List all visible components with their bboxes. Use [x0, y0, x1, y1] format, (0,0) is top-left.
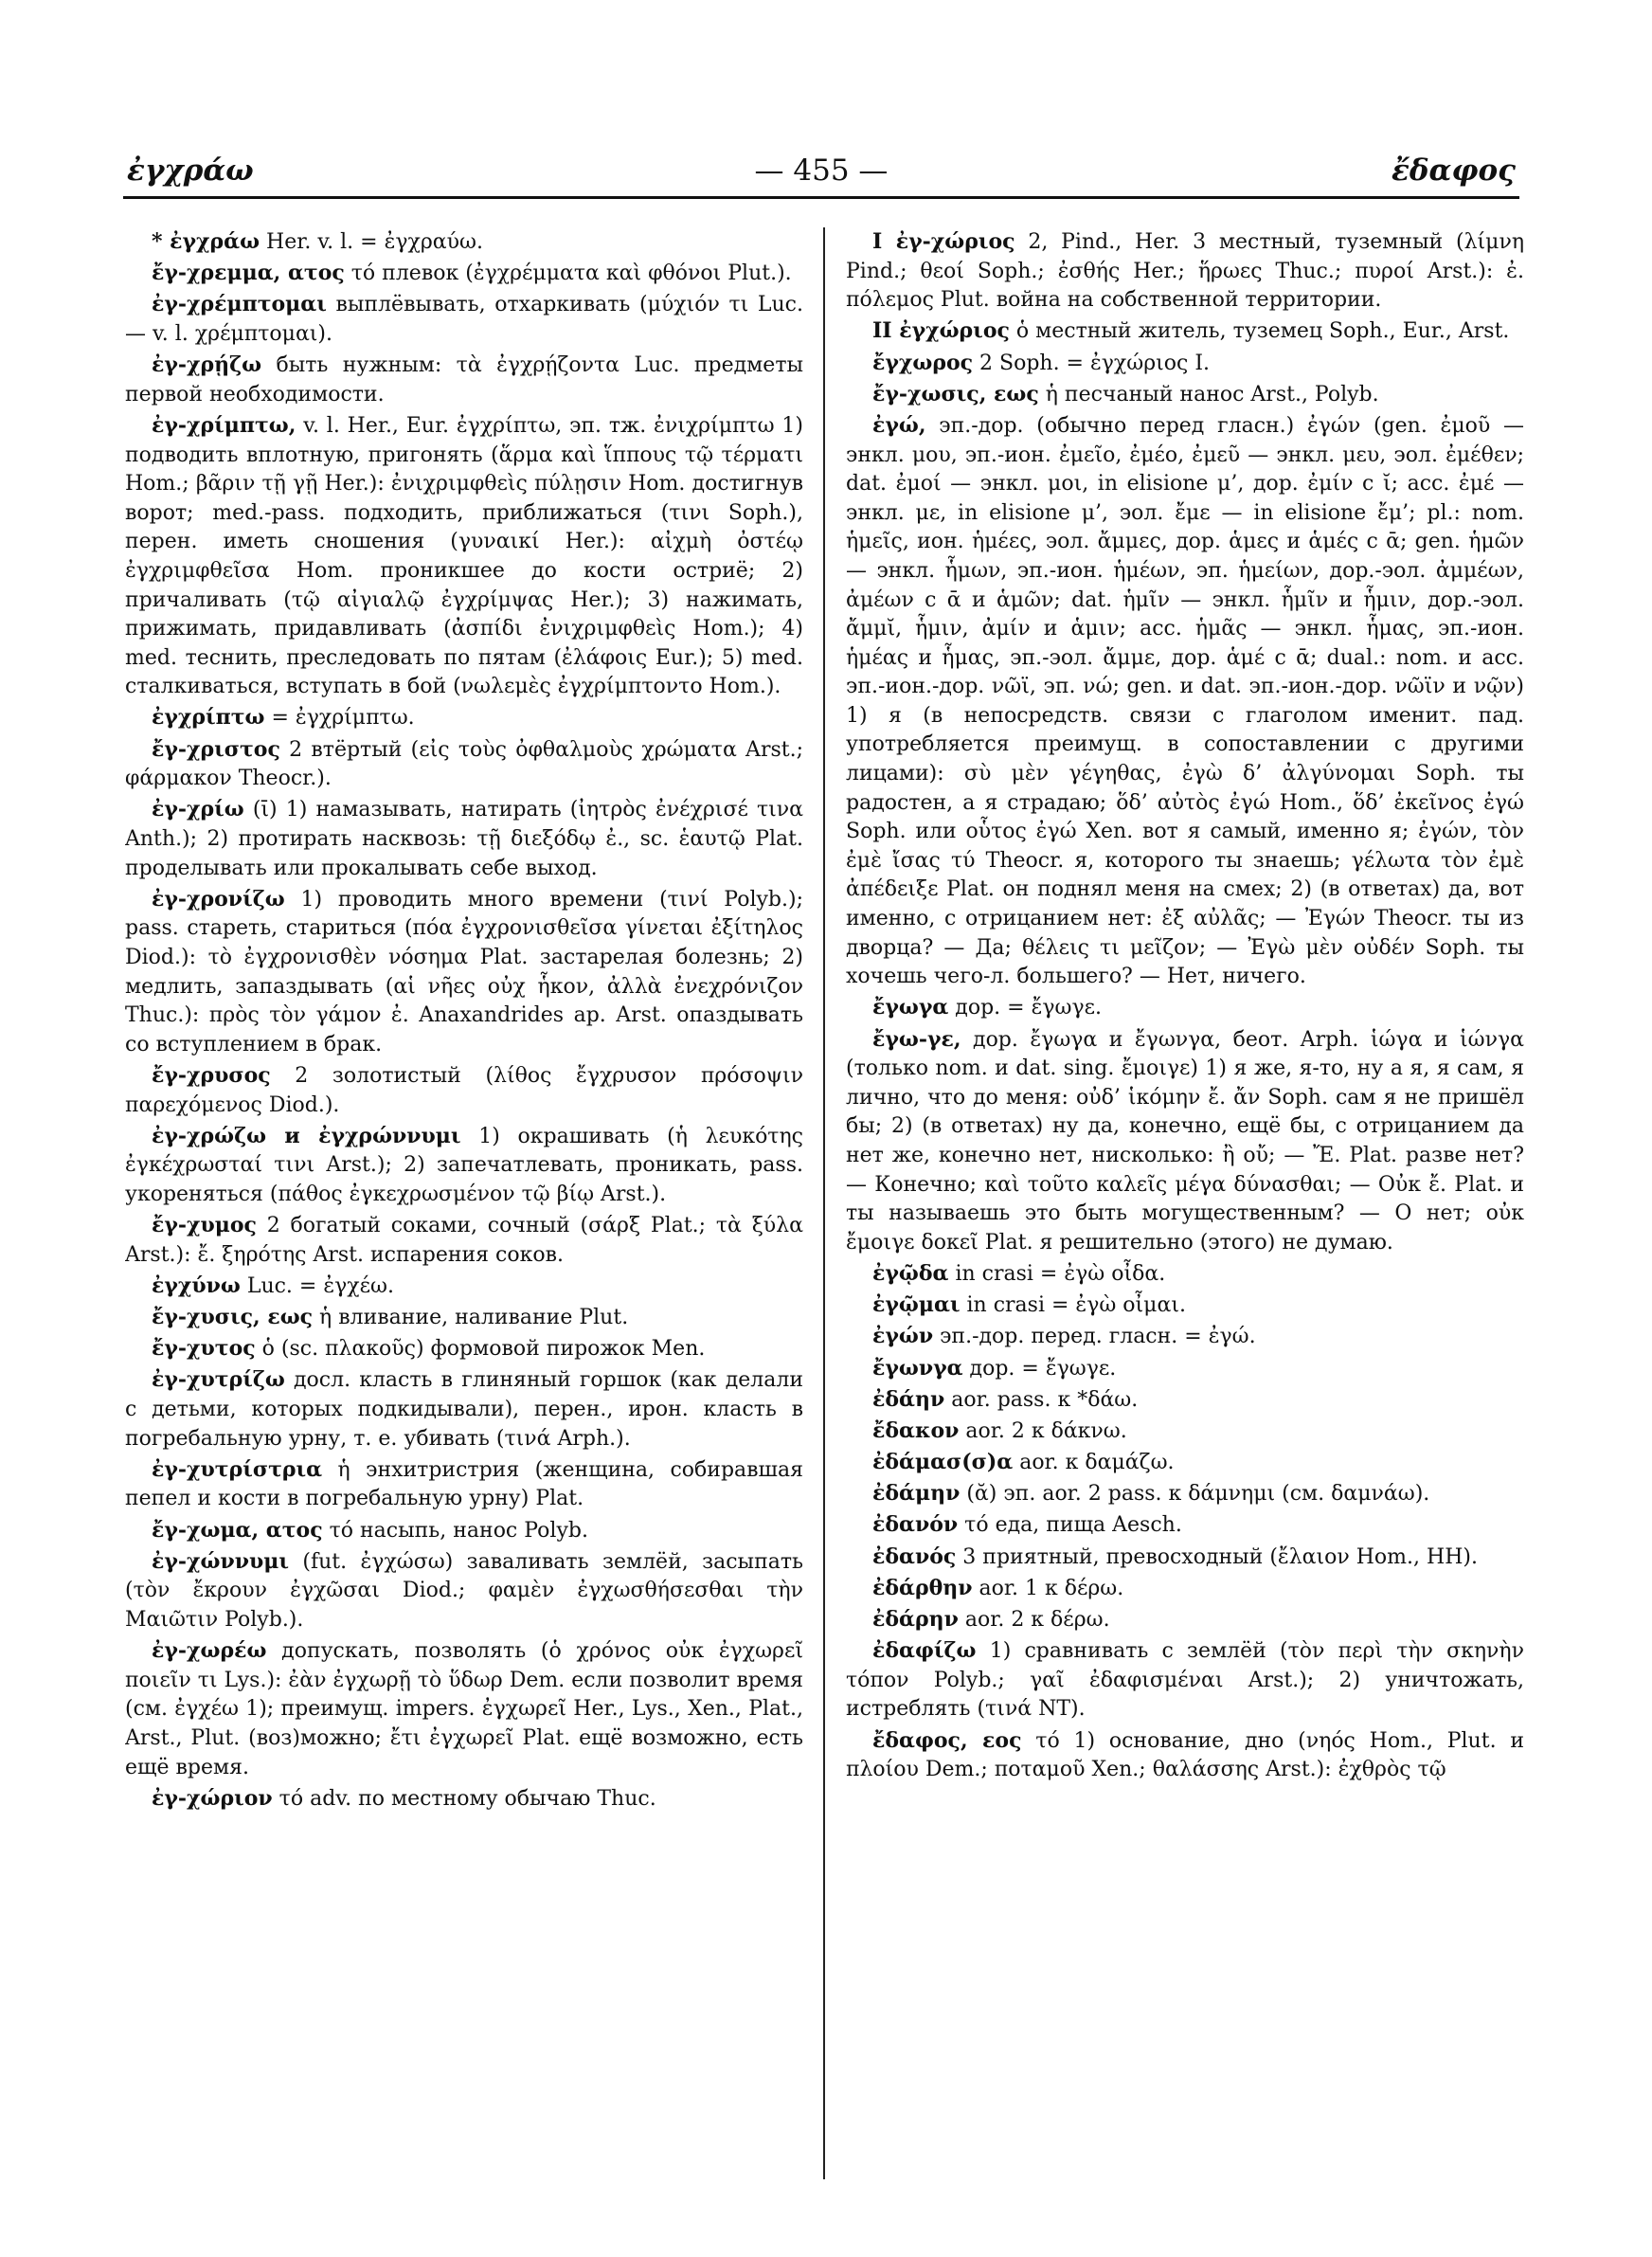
entry-definition: допускать, позволять (ὁ χρόνος οὐκ ἐγχωρεῖ ποιεῖν τι Lys.): ἐὰν ἐγχωρῇ τὸ ὕδωρ Dem. если позволит время (см. ἐγχέω 1); преимущ. impers. ἐγχωρεῖ Her., Lys., Xen., Plat., Arst., Plut. (воз)можно; ἔτι ἐγχωρεῖ Plat. ещё возможно, есть ещё время. [125, 1639, 803, 1779]
entry-headword: ἐγ-χωρέω [152, 1638, 267, 1664]
dictionary-entry [125, 351, 803, 409]
entry-headword: ἔγ-χωμα, ατος [152, 1517, 323, 1543]
entry-definition: aor. pass. к *δάω. [944, 1387, 1139, 1412]
entry-definition: aor. 2 к δέρω. [958, 1608, 1110, 1632]
dictionary-entry [846, 1726, 1524, 1785]
entry-headword: ἐδάρθην [872, 1575, 973, 1600]
entry-definition: τό еда, пища Aesch. [958, 1513, 1182, 1538]
entry-headword: ἐδαφίζω [872, 1638, 977, 1664]
entry-definition: ἡ вливание, наливание Plut. [313, 1306, 629, 1330]
entry-headword: ἐγ-χυτρίζω [152, 1367, 285, 1393]
entry-definition: aor. 1 к δέρω. [972, 1576, 1124, 1600]
entry-headword: ἐγ-χρώζω и ἐγχρώννυμι [152, 1123, 461, 1148]
entry-headword: ἐγ-χυτρίστρια [152, 1456, 323, 1482]
entry-headword: ἐδανός [872, 1544, 957, 1569]
dictionary-entry [846, 1636, 1524, 1724]
dictionary-entry [125, 411, 803, 702]
entry-definition: дор. ἔγωγα и ἔγωνγα, беот. Arph. ἱώγα и ἱώνγα (только nom. и dat. sing. ἔμοιγε) 1) я же, я-то, ну а я, я сам, я лично, что до меня: οὐδ’ ἱκόμην ἔ. ἄν Soph. сам я не пришёл бы; 2) (в ответах) ну да, конечно, ещё бы, с отрицанием да нет же, конечно нет, нисколько: ἢ οὔ; — Ἔ. Plat. разве нет? — Конечно; καὶ τοῦτο καλεῖς μέγα δύνασθαι; — Οὐκ ἔ. Plat. и ты называешь это быть могущественным? — О нет; οὐκ ἔμοιγε δοκεῖ Plat. я решительно (этого) не думаю. [846, 1027, 1524, 1255]
entry-definition: быть нужным: τὰ ἐγχρῄζοντα Luc. предметы первой необходимости. [125, 353, 803, 406]
entry-definition: выплёвывать, отхаркивать (μύχιόν τι Luc. — v. l. χρέμπτομαι). [125, 293, 803, 346]
dictionary-entry [846, 411, 1524, 992]
entry-headword: ἐγώ, [872, 412, 926, 438]
entry-definition: τό 1) основание, дно (νηός Hom., Plut. и πλοίου Dem.; ποταμοῦ Xen.; θαλάσσης Arst.): ἐχθρὸς τῷ [846, 1728, 1524, 1782]
dictionary-entry [125, 1455, 803, 1514]
entry-definition: ἡ песчаный нанос Arst., Polyb. [1038, 382, 1379, 406]
entry-definition: Her. v. l. = ἐγχραύω. [260, 230, 483, 254]
dictionary-entry [125, 1211, 803, 1270]
dictionary-entry [125, 735, 803, 794]
entry-definition: ἡ энхитристрия (женщина, собиравшая пепел и кости в погребальную урну) Plat. [125, 1457, 803, 1511]
entry-definition: in crasi = ἐγὼ οἶδα. [948, 1261, 1166, 1286]
header-rule [123, 196, 1519, 199]
entry-definition: = ἐγχρίμπτω. [264, 706, 415, 731]
entry-headword: ἔγ-χωσις, εως [872, 381, 1039, 406]
entry-definition: 2 золотистый (λίθος ἔγχρυσον πρόσοψιν παρεχόμενος Diod.). [125, 1063, 803, 1117]
entry-headword: ἐγ-χρῄζω [152, 352, 262, 378]
entry-definition: 2 Soph. = ἐγχώριος I. [973, 351, 1211, 375]
entry-headword: ἐδάην [872, 1386, 945, 1412]
column-divider [823, 227, 825, 2179]
entry-headword: * ἐγχράω [152, 229, 260, 254]
dictionary-entry [846, 1354, 1524, 1384]
right-column [846, 227, 1524, 2189]
dictionary-entry [125, 1303, 803, 1333]
dictionary-entry [846, 1479, 1524, 1509]
entry-headword: ἔγ-χυμος [152, 1213, 257, 1238]
entry-definition: τό adv. по местному обычаю Thuc. [272, 1786, 656, 1811]
dictionary-entry [846, 349, 1524, 379]
dictionary-entry [846, 1259, 1524, 1290]
dictionary-entry [846, 380, 1524, 410]
entry-definition: ὁ (sc. πλακοῦς) формовой пирожок Men. [255, 1337, 706, 1362]
dictionary-entry [125, 1516, 803, 1546]
entry-headword: ἐδάρην [872, 1607, 959, 1632]
dictionary-entry [125, 1272, 803, 1302]
entry-headword: ἔγ-χυτος [152, 1336, 256, 1362]
entry-definition: эп.-дор. перед. гласн. = ἐγώ. [933, 1325, 1256, 1349]
entry-headword: ἐγ-χρέμπτομαι [152, 292, 327, 317]
entry-definition: τό плевок (ἐγχρέμματα καὶ φθόνοι Plut.). [344, 262, 792, 286]
dictionary-entry [846, 1605, 1524, 1635]
page-header [125, 144, 1517, 201]
dictionary-entry [125, 885, 803, 1060]
entry-definition: дор. = ἔγωγε. [962, 1356, 1117, 1381]
entry-definition: (ῑ) 1) намазывать, натирать (ἰητρὸς ἐνέχρισέ τινα Anth.); 2) протирать насквозь: τῇ διεξόδῳ ἐ., sc. ἑαυτῷ Plat. проделывать или прокалывать себе выход. [125, 798, 803, 880]
entry-definition: эп.-дор. (обычно перед гласн.) ἐγών (gen. ἐμοῦ — энкл. μου, эп.-ион. ἐμεῖο, ἐμέο, ἐμεῦ — энкл. μευ, эол. ἐμέθεν; dat. ἐμοί — энкл. μοι, in elisione μ’, дор. ἐμίν с ῐ; acc. ἐμέ — энкл. με, in elisione μ’, эол. ἔμε — in elisione ἔμ’; pl.: nom. ἡμεῖς, ион. ἡμέες, эол. ἄμμες, дор. ἁμες и ἁμές с ᾱ; gen. ἡμῶν — энкл. ἧμων, эп.-ион. ἡμέων, эп. ἡμείων, дор.-эол. ἀμμέων, ἀμέων с ᾱ и ἁμῶν; dat. ἡμῖν — энкл. ἧμῖν и ἧμιν, дор.-эол. ἄμμῐ, ἧμιν, ἀμίν и ἁμιν; acc. ἡμᾶς — энкл. ἧμας, эп.-ион. ἡμέας и ἧμας, эп.-эол. ἄμμε, дор. ἁμέ с ᾱ; dual.: nom. и acc. эп.-ион.-дор. νῶϊ, эп. νώ; gen. и dat. эп.-ион.-дор. νῶϊν и νῷν) 1) я (в непосредств. связи с глаголом именит. пад. употребляется преимущ. в сопоставлении с другими лицами): σὺ μὲν γέγηθας, ἐγὼ δ’ ἀλγύνομαι Soph. ты радостен, а я страдаю; ὅδ’ αὐτὸς ἐγώ Hom., ὅδ’ ἐκεῖνος ἐγώ Soph. или οὗτος ἐγώ Xen. вот я самый, именно я; ἐγών, τὸν ἐμὲ ἴσας τύ Theocr. я, которого ты знаешь; γέλωτα τὸν ἐμὲ ἀπέδειξε Plat. он поднял меня на смех; 2) (в ответах) да, вот именно, с отрицанием нет: ἐξ αὐλᾶς; — Ἐγών Theocr. ты из дворца? — Да; θέλεις τι μεῖζον; — Ἐγὼ μὲν οὐδέν Soph. ты хочешь чего-л. большего? — Нет, ничего. [846, 413, 1524, 989]
entry-headword: ἐγών [872, 1324, 934, 1349]
entry-headword: ἔγωνγα [872, 1355, 963, 1381]
dictionary-entry [125, 1784, 803, 1815]
dictionary-entry [846, 1510, 1524, 1541]
entry-headword: ἐδάμασ(σ)α [872, 1450, 1014, 1475]
dictionary-entry [846, 1385, 1524, 1416]
entry-definition: 1) окрашивать (ἡ λευκότης ἐγκέχρωσταί τινι Arst.); 2) запечатлевать, проникать, pass. укореняться (πάθος ἐγκεχρωσμένον τῷ βίῳ Arst.). [125, 1124, 803, 1206]
entry-definition: дор. = ἔγωγε. [948, 996, 1103, 1020]
dictionary-entry [846, 1574, 1524, 1604]
entry-headword: ἔδακον [872, 1417, 960, 1443]
dictionary-entry [125, 1547, 803, 1635]
entry-headword: II ἐγχώριος [872, 318, 1010, 344]
dictionary-entry [125, 795, 803, 883]
dictionary-entry [846, 227, 1524, 316]
dictionary-entry [846, 1543, 1524, 1573]
dictionary-entry [125, 1334, 803, 1364]
entry-definition: ὁ местный житель, туземец Soph., Eur., Arst. [1009, 319, 1510, 344]
left-column [125, 227, 803, 2189]
entry-definition: досл. класть в глиняный горшок (как делали с детьми, которых подкидывали), перен., ирон. класть в погребальную урну, т. е. убивать (τινά Arph.). [125, 1368, 803, 1451]
entry-definition: τό насыпь, нанос Polyb. [322, 1518, 588, 1543]
entry-headword: ἐγῷδα [872, 1260, 949, 1286]
entry-definition: 3 приятный, превосходный (ἔλαιον Hom., HH). [956, 1544, 1478, 1569]
dictionary-entry [846, 993, 1524, 1023]
entry-headword: ἐδάμην [872, 1481, 961, 1507]
entry-definition: in crasi = ἐγὼ οἶμαι. [960, 1293, 1186, 1318]
entry-headword: ἔγ-χρεμμα, ατος [152, 261, 345, 286]
dictionary-entry [125, 703, 803, 733]
entry-headword: ἔγ-χρυσος [152, 1062, 271, 1088]
entry-definition: 1) проводить много времени (τινί Polyb.); pass. стареть, стариться (πόα ἐγχρονισθεῖσα γίνεται ἐξίτηλος Diod.): τὸ ἐγχρονισθὲν νόσημα Plat. застарелая болезнь; 2) медлить, запаздывать (αἱ νῆες οὐχ ἧκον, ἀλλὰ ἐνεχρόνιζον Thuc.): πρὸς τὸν γάμον ἐ. Anaxandrides ap. Arst. опаздывать со вступлением в брак. [125, 887, 803, 1056]
dictionary-entry [846, 1322, 1524, 1352]
entry-headword: ἐγ-χρίω [152, 797, 244, 822]
page-number: — 455 — [754, 153, 889, 188]
entry-headword: ἐγ-χώριον [152, 1785, 273, 1811]
entry-headword: ἐγ-χώννυμι [152, 1548, 289, 1574]
entry-headword: ἔγωγα [872, 995, 949, 1020]
entry-definition: aor. к δαμάζω. [1013, 1451, 1175, 1475]
dictionary-entry [846, 1417, 1524, 1447]
dictionary-entry [125, 227, 803, 258]
dictionary-entry [846, 316, 1524, 347]
dictionary-entry [125, 1365, 803, 1454]
dictionary-entry [125, 1061, 803, 1120]
header-right-guideword: ἔδαφος [1392, 153, 1516, 188]
entry-definition: v. l. Her., Eur. ἐγχρίπτω, эп. тж. ἐνιχρίμπτω 1) подводить вплотную, пригонять (ἅρμα καὶ ἵππους τῷ τέρματι Hom.; βᾶριν τῇ γῇ Her.): ἐνιχριμφθεὶς πύλῃσιν Hom. достигнув ворот; med.-pass. подходить, приближаться (τινι Soph.), перен. иметь сношения (γυναικί Her.): αἰχμὴ ὀστέῳ ἐγχριμφθεῖσα Hom. проникшее до кости остриё; 2) причаливать (τῷ αἰγιαλῷ ἐγχρίμψας Her.); 3) нажимать, прижимать, придавливать (ἀσπίδι ἐνιχριμφθεὶς Hom.); 4) med. теснить, преследовать по пятам (ἐλάφοις Eur.); 5) med. сталкиваться, вступать в бой (νωλεμὲς ἐγχρίμπτοντο Hom.). [125, 413, 803, 699]
dictionary-entry [125, 1122, 803, 1210]
entry-definition: 2 втёртый (εἰς τοὺς ὀφθαλμοὺς χρώματα Arst.; φάρμακον Theocr.). [125, 737, 803, 791]
dictionary-entry [846, 1291, 1524, 1321]
dictionary-entry [846, 1448, 1524, 1478]
dictionary-entry [125, 290, 803, 349]
entry-headword: ἐγ-χρίμπτω, [152, 412, 296, 438]
entry-headword: ἔγχωρος [872, 350, 974, 375]
entry-definition: (ᾰ) эп. aor. 2 pass. к δάμνημι (см. δαμνάω). [960, 1482, 1430, 1507]
entry-definition: 2, Pind., Her. 3 местный, туземный (λίμνη Pind.; θεοί Soph.; ἐσθής Her.; ἥρωες Thuc.; πυροί Arst.): ἐ. πόλεμος Plut. война на собственной территории. [846, 230, 1524, 313]
entry-definition: 1) сравнивать с землёй (τὸν περὶ τὴν σκηνὴν τόπον Polyb.; γαῖ ἐδαφισμέναι Arst.); 2) уничтожать, истреблять (τινά NT). [846, 1639, 1524, 1722]
entry-headword: I ἐγ-χώριος [872, 229, 1015, 254]
entry-headword: ἐγ-χρονίζω [152, 886, 285, 912]
dictionary-entry [846, 1025, 1524, 1258]
entry-headword: ἔγ-χριστος [152, 736, 280, 762]
entry-headword: ἐγχρίπτω [152, 705, 265, 731]
entry-headword: ἔγ-χυσις, εως [152, 1305, 314, 1330]
dictionary-entry [125, 259, 803, 289]
entry-headword: ἐγχύνω [152, 1273, 241, 1298]
header-left-guideword: ἐγχράω [127, 153, 254, 188]
entry-headword: ἔγω-γε, [872, 1026, 961, 1052]
entry-definition: (fut. ἐγχώσω) заваливать землёй, засыпать (τὸν ἔκρουν ἐγχῶσαι Diod.; φαμὲν ἐγχωσθήσεσθαι τὴν Μαιῶτιν Polyb.). [125, 1549, 803, 1632]
entry-definition: 2 богатый соками, сочный (σάρξ Plat.; τὰ ξύλα Arst.): ἔ. ξηρότης Arst. испарения соков. [125, 1214, 803, 1267]
entry-definition: Luc. = ἐγχέω. [240, 1273, 394, 1298]
entry-headword: ἐδανόν [872, 1512, 959, 1538]
entry-definition: aor. 2 к δάκνω. [959, 1418, 1127, 1443]
entry-headword: ἔδαφος, εος [872, 1727, 1022, 1753]
dictionary-entry [125, 1636, 803, 1782]
entry-headword: ἐγῷμαι [872, 1292, 961, 1318]
